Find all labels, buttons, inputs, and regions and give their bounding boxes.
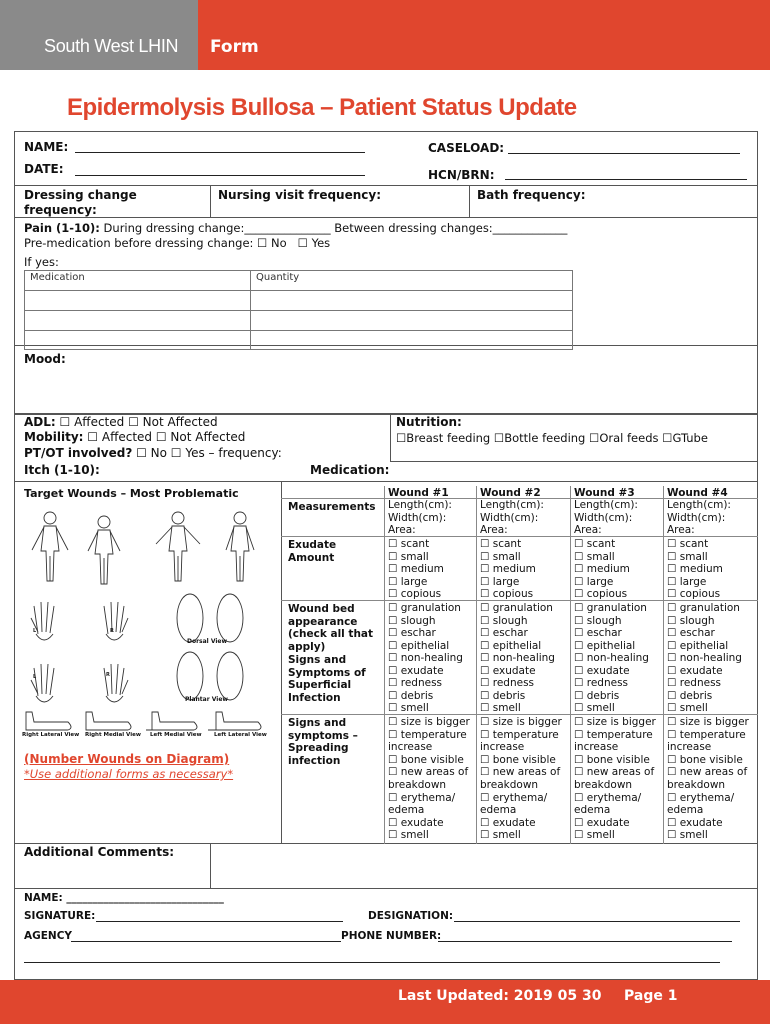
body-figure-front (32, 512, 68, 581)
divider (469, 185, 470, 218)
body-diagram[interactable] (18, 506, 276, 744)
body-figure-back (156, 512, 200, 581)
date-field[interactable] (75, 175, 365, 176)
wound-grid-line (570, 486, 571, 844)
wound-bed-cell[interactable]: ☐ granulation ☐ slough ☐ eschar ☐ epithelial (667, 602, 740, 652)
nursing-frequency-label: Nursing visit frequency: (218, 188, 382, 202)
wound-header: Wound #4 (667, 487, 728, 499)
caseload-field[interactable] (508, 153, 740, 154)
svg-text:R: R (110, 628, 114, 634)
bath-frequency-label: Bath frequency: (477, 188, 586, 202)
number-wounds-note: (Number Wounds on Diagram) (24, 752, 230, 766)
premedication-line[interactable]: Pre-medication before dressing change: ☐ No ☐ Yes (24, 236, 331, 250)
wound-grid-line (476, 486, 477, 844)
adl-line[interactable] (24, 415, 218, 429)
pain-line (24, 221, 567, 235)
hcn-label: HCN/BRN: (428, 168, 495, 182)
last-updated: Last Updated: 2019 05 30 (398, 988, 602, 1004)
mobility-options: ☐ Affected ☐ Not Affected (83, 430, 246, 444)
divider (390, 461, 758, 462)
superficial-cell[interactable]: ☐ non-healing ☐ exudate ☐ redness ☐ debris ☐ smell (667, 652, 742, 715)
pain-text: During dressing change:_______________ Between dressing changes:_____________ (99, 221, 568, 235)
spreading-cell[interactable]: ☐ size is bigger ☐ temperature increase ☐ bone visible ☐ new areas of breakdown ☐ erythema/ edema ☐ exudate ☐ smell (480, 716, 562, 842)
feet-plantar (177, 652, 243, 700)
adl-options: ☐ Affected ☐ Not Affected (55, 415, 218, 429)
comments-label: Additional Comments: (24, 845, 175, 859)
spreading-infection-label: Signs and symptoms – Spreading infection (288, 717, 358, 767)
page-title: Epidermolysis Bullosa – Patient Status Update (67, 94, 577, 121)
wound-bed-cell[interactable]: ☐ granulation ☐ slough ☐ eschar ☐ epithelial (480, 602, 553, 652)
ptot-label: PT/OT involved? (24, 446, 133, 460)
date-label: DATE: (24, 162, 64, 176)
form-label: Form (210, 37, 259, 57)
hands-dorsal (31, 602, 128, 640)
wound-header: Wound #2 (480, 487, 541, 499)
nutrition-options[interactable]: ☐Breast feeding ☐Bottle feeding ☐Oral feeds ☐GTube (396, 431, 708, 445)
header-banner (198, 0, 770, 70)
name-label: NAME: (24, 140, 69, 154)
header-logo-panel (0, 0, 198, 70)
foot-view-label: Right Medial View (85, 732, 141, 738)
divider (390, 414, 391, 462)
wound-bed-label: Wound bed appearance (check all that apply) (288, 603, 374, 653)
measurement-cell[interactable]: Length(cm): Width(cm): Area: (388, 499, 452, 537)
itch-label: Itch (1-10): (24, 463, 100, 477)
caseload-label: CASELOAD: (428, 141, 505, 155)
wound-column-4 (667, 487, 728, 499)
superficial-cell[interactable]: ☐ non-healing ☐ exudate ☐ redness ☐ debris ☐ smell (574, 652, 649, 715)
additional-forms-note: *Use additional forms as necessary* (24, 767, 234, 781)
spreading-cell[interactable]: ☐ size is bigger ☐ temperature increase ☐ bone visible ☐ new areas of breakdown ☐ erythema/ edema ☐ exudate ☐ smell (667, 716, 749, 842)
superficial-cell[interactable]: ☐ non-healing ☐ exudate ☐ redness ☐ debris ☐ smell (388, 652, 463, 715)
ptot-line[interactable] (24, 446, 282, 460)
mobility-line[interactable] (24, 430, 245, 444)
measurements-label: Measurements (288, 501, 376, 513)
spreading-cell[interactable]: ☐ size is bigger ☐ temperature increase ☐ bone visible ☐ new areas of breakdown ☐ erythema/ edema ☐ exudate ☐ smell (388, 716, 470, 842)
exudate-cell[interactable]: ☐ scant ☐ small ☐ medium ☐ large ☐ copious (574, 538, 630, 601)
plantar-view-label: Plantar View (185, 696, 228, 703)
if-yes-label: If yes: (24, 255, 59, 269)
pain-label: Pain (1-10): (24, 221, 100, 235)
signoff-name[interactable]: NAME: ______________________________ (24, 892, 224, 904)
mobility-label: Mobility: (24, 430, 84, 444)
nutrition-label: Nutrition: (396, 415, 462, 429)
agency-field[interactable] (71, 941, 341, 942)
divider (14, 185, 758, 186)
svg-text:L: L (33, 674, 37, 680)
mood-box (14, 346, 758, 414)
spreading-cell[interactable]: ☐ size is bigger ☐ temperature increase ☐ bone visible ☐ new areas of breakdown ☐ erythema/ edema ☐ exudate ☐ smell (574, 716, 656, 842)
wound-header: Wound #1 (388, 487, 449, 499)
superficial-cell[interactable]: ☐ non-healing ☐ exudate ☐ redness ☐ debris ☐ smell (480, 652, 555, 715)
svg-text:L: L (33, 628, 37, 634)
lhin-logo: South West LHIN (44, 36, 179, 56)
exudate-label: Exudate Amount (288, 539, 337, 564)
wound-bed-cell[interactable]: ☐ granulation ☐ slough ☐ eschar ☐ epithelial (388, 602, 461, 652)
measurement-cell[interactable]: Length(cm): Width(cm): Area: (667, 499, 731, 537)
superficial-infection-label: Signs and Symptoms of Superficial Infection (288, 654, 366, 704)
wound-grid-line (663, 486, 664, 844)
designation-field[interactable] (454, 921, 740, 922)
exudate-cell[interactable]: ☐ scant ☐ small ☐ medium ☐ large ☐ copious (480, 538, 536, 601)
wound-bed-cell[interactable]: ☐ granulation ☐ slough ☐ eschar ☐ epithelial (574, 602, 647, 652)
agency-label: AGENCY (24, 930, 73, 942)
quantity-column-header: Quantity (256, 272, 300, 283)
page-number: Page 1 (624, 988, 678, 1004)
measurement-cell[interactable]: Length(cm): Width(cm): Area: (574, 499, 638, 537)
designation-label: DESIGNATION: (368, 910, 454, 922)
measurement-cell[interactable]: Length(cm): Width(cm): Area: (480, 499, 544, 537)
foot-view-label: Left Lateral View (214, 732, 267, 738)
foot-view-label: Right Lateral View (22, 732, 80, 738)
medication-table-row (24, 330, 573, 331)
name-field[interactable] (75, 152, 365, 153)
hcn-field[interactable] (505, 179, 747, 180)
medication-table-row (24, 290, 573, 291)
wound-grid-line (384, 486, 385, 844)
phone-field[interactable] (438, 941, 732, 942)
diagram-title: Target Wounds – Most Problematic (24, 487, 239, 500)
phone-label: PHONE NUMBER: (341, 930, 442, 942)
exudate-cell[interactable]: ☐ scant ☐ small ☐ medium ☐ large ☐ copious (388, 538, 444, 601)
exudate-cell[interactable]: ☐ scant ☐ small ☐ medium ☐ large ☐ copious (667, 538, 723, 601)
divider (210, 185, 211, 218)
wound-column-2 (480, 487, 541, 499)
dorsal-view-label: Dorsal View (187, 638, 228, 645)
wound-header: Wound #3 (574, 487, 635, 499)
medication-column-header: Medication (30, 272, 85, 283)
signature-field[interactable] (96, 921, 343, 922)
hands-palmar (31, 664, 128, 702)
wound-column-1 (388, 487, 449, 499)
divider (210, 844, 211, 889)
signature-label: SIGNATURE: (24, 910, 96, 922)
body-figure-side (226, 512, 254, 581)
dressing-frequency-label: Dressing change frequency: (24, 188, 137, 217)
wound-column-3 (574, 487, 635, 499)
medication-label: Medication: (310, 463, 390, 477)
feet-dorsal (177, 594, 243, 642)
svg-text:R: R (106, 672, 110, 678)
body-figure-child (88, 516, 120, 584)
mood-label: Mood: (24, 352, 66, 366)
extra-line[interactable] (24, 962, 720, 963)
adl-label: ADL: (24, 415, 56, 429)
foot-view-label: Left Medial View (150, 732, 202, 738)
ptot-options: ☐ No ☐ Yes – frequency: (132, 446, 282, 460)
medication-table-row (24, 310, 573, 311)
feet-side-views (26, 712, 261, 730)
